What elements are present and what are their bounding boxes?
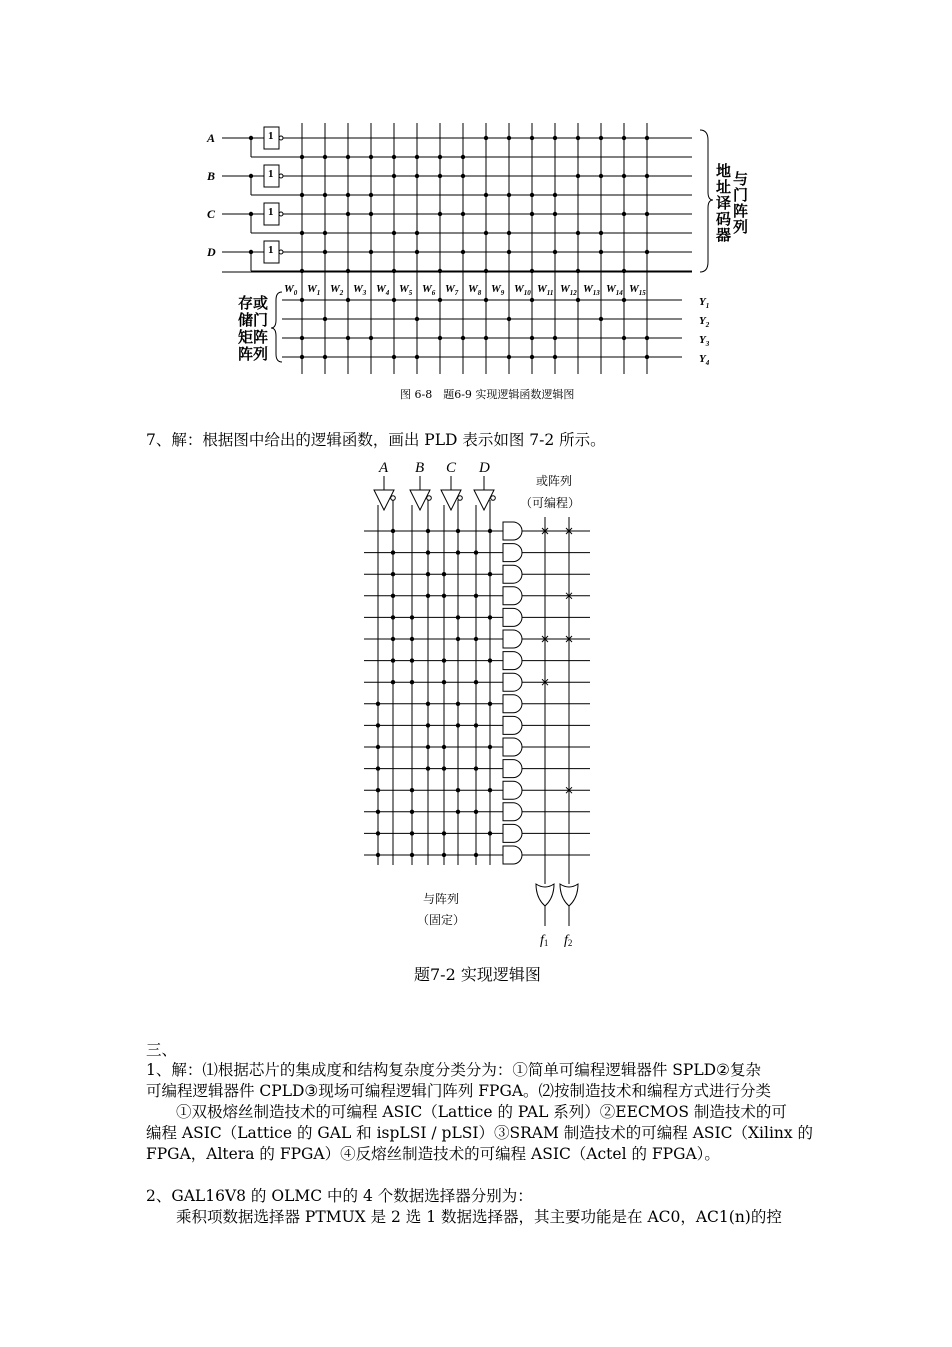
output-label-y3: $Y_3$ xyxy=(699,334,710,348)
or-gate xyxy=(560,884,578,906)
and-dot xyxy=(369,155,373,159)
para-7: 7、解：根据图中给出的逻辑函数，画出 PLD 表示如图 7-2 所示。 xyxy=(146,431,606,449)
and-array-label-col1: 地址译码器 xyxy=(716,164,732,244)
and-dot xyxy=(553,250,557,254)
and-dot xyxy=(474,637,478,641)
and-dot xyxy=(392,269,396,273)
or-dot xyxy=(323,355,327,359)
or-dot xyxy=(438,336,442,340)
and-dot xyxy=(488,658,492,662)
and-dot xyxy=(622,269,626,273)
or-dot xyxy=(323,317,327,321)
and-dot xyxy=(410,637,414,641)
word-label-w6: $W_6$ xyxy=(422,283,436,297)
and-dot xyxy=(323,250,327,254)
and-dot xyxy=(474,723,478,727)
and-dot xyxy=(391,550,395,554)
inversion-bubble xyxy=(427,496,432,501)
and-dot xyxy=(323,155,327,159)
and-gate xyxy=(503,630,522,648)
answer-1-line-4: 编程 ASIC（Lattice 的 GAL 和 ispLSI / pLSI）③SRAM 制造技术的可编程 ASIC（Xilinx 的 xyxy=(146,1124,814,1142)
and-gate xyxy=(503,781,522,799)
and-dot xyxy=(300,231,304,235)
and-gate xyxy=(503,760,522,778)
and-dot xyxy=(415,231,419,235)
or-dot xyxy=(392,298,396,302)
and-dot xyxy=(346,212,350,216)
or-dot xyxy=(346,336,350,340)
and-dot xyxy=(530,193,534,197)
and-dot xyxy=(553,136,557,140)
output-label-f2: f2 xyxy=(564,933,573,948)
word-label-w5: $W_5$ xyxy=(399,283,413,297)
input-label-D: D xyxy=(479,460,490,476)
fig-address-decoder-diagram xyxy=(0,0,952,420)
answer-1-line-1: 1、解：⑴根据芯片的集成度和结构复杂度分类分为：①简单可编程逻辑器件 SPLD②复杂 xyxy=(146,1061,761,1079)
word-label-w10: $W_{10}$ xyxy=(514,283,531,297)
inverter-gate xyxy=(474,490,494,510)
and-dot xyxy=(456,615,460,619)
and-dot xyxy=(392,231,396,235)
or-dot xyxy=(415,317,419,321)
fig-pld-diagram xyxy=(0,450,952,970)
and-dot xyxy=(410,831,414,835)
and-gate xyxy=(503,544,522,562)
or-dot xyxy=(300,298,304,302)
and-dot xyxy=(442,572,446,576)
and-dot xyxy=(391,529,395,533)
word-label-w7: $W_7$ xyxy=(445,283,459,297)
and-dot xyxy=(576,174,580,178)
and-dot xyxy=(456,788,460,792)
and-dot xyxy=(553,212,557,216)
and-dot xyxy=(474,766,478,770)
and-dot xyxy=(438,155,442,159)
or-dot xyxy=(415,355,419,359)
and-dot xyxy=(369,193,373,197)
and-gate xyxy=(503,824,522,842)
and-gate xyxy=(503,716,522,734)
and-gate xyxy=(503,608,522,626)
or-dot xyxy=(369,336,373,340)
inversion-bubble xyxy=(491,496,496,501)
and-dot xyxy=(442,594,446,598)
or-array-label-sub: （可编程） xyxy=(520,496,581,510)
and-dot xyxy=(474,680,478,684)
input-label-B: B xyxy=(415,460,425,476)
fig2-caption: 题7-2 实现逻辑图 xyxy=(414,965,541,984)
input-branch-dot xyxy=(249,136,253,140)
and-gate xyxy=(503,846,522,864)
or-dot xyxy=(530,336,534,340)
inversion-bubble xyxy=(458,496,463,501)
and-gate xyxy=(503,565,522,583)
and-dot xyxy=(599,136,603,140)
output-label-y2: $Y_2$ xyxy=(699,315,710,329)
and-dot xyxy=(438,212,442,216)
and-dot xyxy=(474,594,478,598)
or-dot xyxy=(392,355,396,359)
and-dot xyxy=(461,174,465,178)
or-dot xyxy=(507,317,511,321)
and-dot xyxy=(346,155,350,159)
input-label-C: C xyxy=(207,207,216,221)
and-dot xyxy=(474,853,478,857)
and-dot xyxy=(410,615,414,619)
and-dot xyxy=(484,269,488,273)
and-dot xyxy=(300,193,304,197)
and-dot xyxy=(376,853,380,857)
or-dot xyxy=(300,355,304,359)
and-dot xyxy=(410,810,414,814)
answer-1-line-2: 可编程逻辑器件 CPLD③现场可编程逻辑门阵列 FPGA。⑵按制造技术和编程方式进行分类 xyxy=(146,1082,772,1100)
and-dot xyxy=(507,250,511,254)
input-label-A: A xyxy=(207,131,216,145)
and-dot xyxy=(392,174,396,178)
and-dot xyxy=(442,766,446,770)
inverter-gate xyxy=(410,490,430,510)
or-dot xyxy=(438,298,442,302)
and-dot xyxy=(376,702,380,706)
and-dot xyxy=(488,788,492,792)
and-dot xyxy=(442,658,446,662)
inversion-bubble xyxy=(279,250,283,254)
input-branch-dot xyxy=(249,250,253,254)
word-label-w13: $W_{13}$ xyxy=(583,283,600,297)
and-dot xyxy=(426,529,430,533)
and-dot xyxy=(369,250,373,254)
or-dot xyxy=(553,336,557,340)
gate-label: 1 xyxy=(268,206,274,218)
and-dot xyxy=(484,136,488,140)
and-dot xyxy=(474,810,478,814)
word-label-w3: $W_3$ xyxy=(353,283,367,297)
and-dot xyxy=(553,193,557,197)
and-dot xyxy=(530,212,534,216)
and-dot xyxy=(488,831,492,835)
or-dot xyxy=(484,298,488,302)
inversion-bubble xyxy=(391,496,396,501)
and-gate xyxy=(503,522,522,540)
and-dot xyxy=(391,680,395,684)
and-dot xyxy=(530,136,534,140)
and-dot xyxy=(474,550,478,554)
and-dot xyxy=(456,723,460,727)
and-dot xyxy=(599,174,603,178)
answer-1-line-3: ①双极熔丝制造技术的可编程 ASIC（Lattice 的 PAL 系列）②EECMOS 制造技术的可 xyxy=(176,1103,787,1121)
and-dot xyxy=(376,810,380,814)
or-array-label-col2: 或门阵列 xyxy=(253,296,269,363)
and-dot xyxy=(346,269,350,273)
input-label-C: C xyxy=(446,460,457,476)
or-array-label: 或阵列 xyxy=(536,474,573,488)
and-dot xyxy=(426,702,430,706)
answer-2-line-1: 2、GAL16V8 的 OLMC 中的 4 个数据选择器分别为： xyxy=(146,1187,533,1205)
and-dot xyxy=(438,269,442,273)
and-dot xyxy=(576,136,580,140)
gate-label: 1 xyxy=(268,168,274,180)
and-dot xyxy=(488,745,492,749)
section-heading: 三、 xyxy=(146,1041,178,1059)
and-dot xyxy=(645,136,649,140)
or-dot xyxy=(622,298,626,302)
or-gate xyxy=(536,884,554,906)
and-dot xyxy=(488,702,492,706)
and-dot xyxy=(507,136,511,140)
and-dot xyxy=(392,155,396,159)
and-array-label-col2: 与门阵列 xyxy=(733,172,749,236)
and-dot xyxy=(426,594,430,598)
input-label-D: D xyxy=(207,245,216,259)
or-dot xyxy=(622,336,626,340)
and-dot xyxy=(323,231,327,235)
or-dot xyxy=(553,355,557,359)
and-dot xyxy=(599,231,603,235)
and-dot xyxy=(456,550,460,554)
and-dot xyxy=(426,723,430,727)
inverter-gate xyxy=(374,490,394,510)
and-dot xyxy=(461,155,465,159)
and-dot xyxy=(415,174,419,178)
and-dot xyxy=(576,269,580,273)
and-dot xyxy=(442,680,446,684)
and-dot xyxy=(488,615,492,619)
answer-2-line-2: 乘积项数据选择器 PTMUX 是 2 选 1 数据选择器，其主要功能是在 AC0，AC1(n)的控 xyxy=(176,1208,782,1226)
or-array-label-col1: 存储矩阵 xyxy=(238,296,254,363)
or-dot xyxy=(484,336,488,340)
and-dot xyxy=(369,212,373,216)
and-dot xyxy=(442,853,446,857)
or-dot xyxy=(346,298,350,302)
word-label-w9: $W_9$ xyxy=(491,283,505,297)
or-dot xyxy=(599,317,603,321)
and-dot xyxy=(391,572,395,576)
and-dot xyxy=(391,615,395,619)
and-array-label-sub: （固定） xyxy=(417,913,466,927)
and-dot xyxy=(376,723,380,727)
and-dot xyxy=(484,231,488,235)
or-dot xyxy=(461,336,465,340)
and-gate xyxy=(503,803,522,821)
fig1-caption: 图 6-8 题6-9 实现逻辑函数逻辑图 xyxy=(400,388,575,401)
and-gate xyxy=(503,587,522,605)
and-dot xyxy=(426,572,430,576)
and-dot xyxy=(507,193,511,197)
output-label-f1: f1 xyxy=(540,933,549,948)
and-dot xyxy=(391,594,395,598)
or-dot xyxy=(300,336,304,340)
brace-and-array xyxy=(700,130,713,272)
word-label-w8: $W_8$ xyxy=(468,283,482,297)
and-gate xyxy=(503,673,522,691)
or-dot xyxy=(645,355,649,359)
input-label-A: A xyxy=(379,460,389,476)
and-dot xyxy=(645,174,649,178)
and-dot xyxy=(645,250,649,254)
and-dot xyxy=(300,155,304,159)
word-label-w14: $W_{14}$ xyxy=(606,283,623,297)
word-label-w12: $W_{12}$ xyxy=(560,283,577,297)
and-dot xyxy=(645,212,649,216)
and-dot xyxy=(346,193,350,197)
or-dot xyxy=(530,355,534,359)
and-dot xyxy=(376,788,380,792)
and-dot xyxy=(488,529,492,533)
input-branch-dot xyxy=(249,174,253,178)
inversion-bubble xyxy=(279,174,283,178)
input-branch-dot xyxy=(249,212,253,216)
or-dot xyxy=(530,298,534,302)
word-label-w15: $W_{15}$ xyxy=(629,283,646,297)
and-dot xyxy=(376,831,380,835)
and-dot xyxy=(507,231,511,235)
and-dot xyxy=(426,766,430,770)
inversion-bubble xyxy=(279,136,283,140)
and-dot xyxy=(426,745,430,749)
and-dot xyxy=(391,658,395,662)
and-dot xyxy=(576,231,580,235)
and-dot xyxy=(426,550,430,554)
and-dot xyxy=(410,788,414,792)
and-dot xyxy=(415,250,419,254)
and-dot xyxy=(488,572,492,576)
and-dot xyxy=(391,637,395,641)
and-dot xyxy=(442,745,446,749)
and-dot xyxy=(410,658,414,662)
input-label-B: B xyxy=(207,169,216,183)
and-dot xyxy=(442,831,446,835)
word-label-w11: $W_{11}$ xyxy=(537,283,554,297)
or-dot xyxy=(576,298,580,302)
and-dot xyxy=(410,853,414,857)
answer-1-line-5: FPGA，Altera 的 FPGA）④反熔丝制造技术的可编程 ASIC（Actel 的 FPGA）。 xyxy=(146,1145,720,1163)
and-dot xyxy=(622,136,626,140)
and-dot xyxy=(456,637,460,641)
word-label-w1: $W_1$ xyxy=(307,283,321,297)
and-dot xyxy=(530,269,534,273)
word-label-w2: $W_2$ xyxy=(330,283,344,297)
inversion-bubble xyxy=(279,212,283,216)
and-array-label: 与阵列 xyxy=(423,892,460,906)
and-dot xyxy=(461,212,465,216)
word-label-w4: $W_4$ xyxy=(376,283,390,297)
and-dot xyxy=(484,193,488,197)
and-gate xyxy=(503,738,522,756)
and-dot xyxy=(410,680,414,684)
and-dot xyxy=(456,702,460,706)
and-dot xyxy=(456,810,460,814)
or-dot xyxy=(507,355,511,359)
and-dot xyxy=(376,766,380,770)
word-label-w0: $W_0$ xyxy=(284,283,298,297)
and-dot xyxy=(300,269,304,273)
or-dot xyxy=(645,336,649,340)
and-dot xyxy=(438,174,442,178)
and-dot xyxy=(376,745,380,749)
brace-or-array xyxy=(271,292,282,362)
and-gate xyxy=(503,695,522,713)
and-dot xyxy=(599,250,603,254)
gate-label: 1 xyxy=(268,244,274,256)
and-dot xyxy=(622,174,626,178)
or-array-label xyxy=(238,294,268,363)
and-dot xyxy=(323,193,327,197)
and-dot xyxy=(622,212,626,216)
and-dot xyxy=(415,155,419,159)
output-label-y4: $Y_4$ xyxy=(699,353,710,367)
and-array-label xyxy=(715,162,748,244)
and-dot xyxy=(456,529,460,533)
output-label-y1: $Y_1$ xyxy=(699,296,710,310)
and-gate xyxy=(503,652,522,670)
and-dot xyxy=(461,250,465,254)
gate-label: 1 xyxy=(268,130,274,142)
